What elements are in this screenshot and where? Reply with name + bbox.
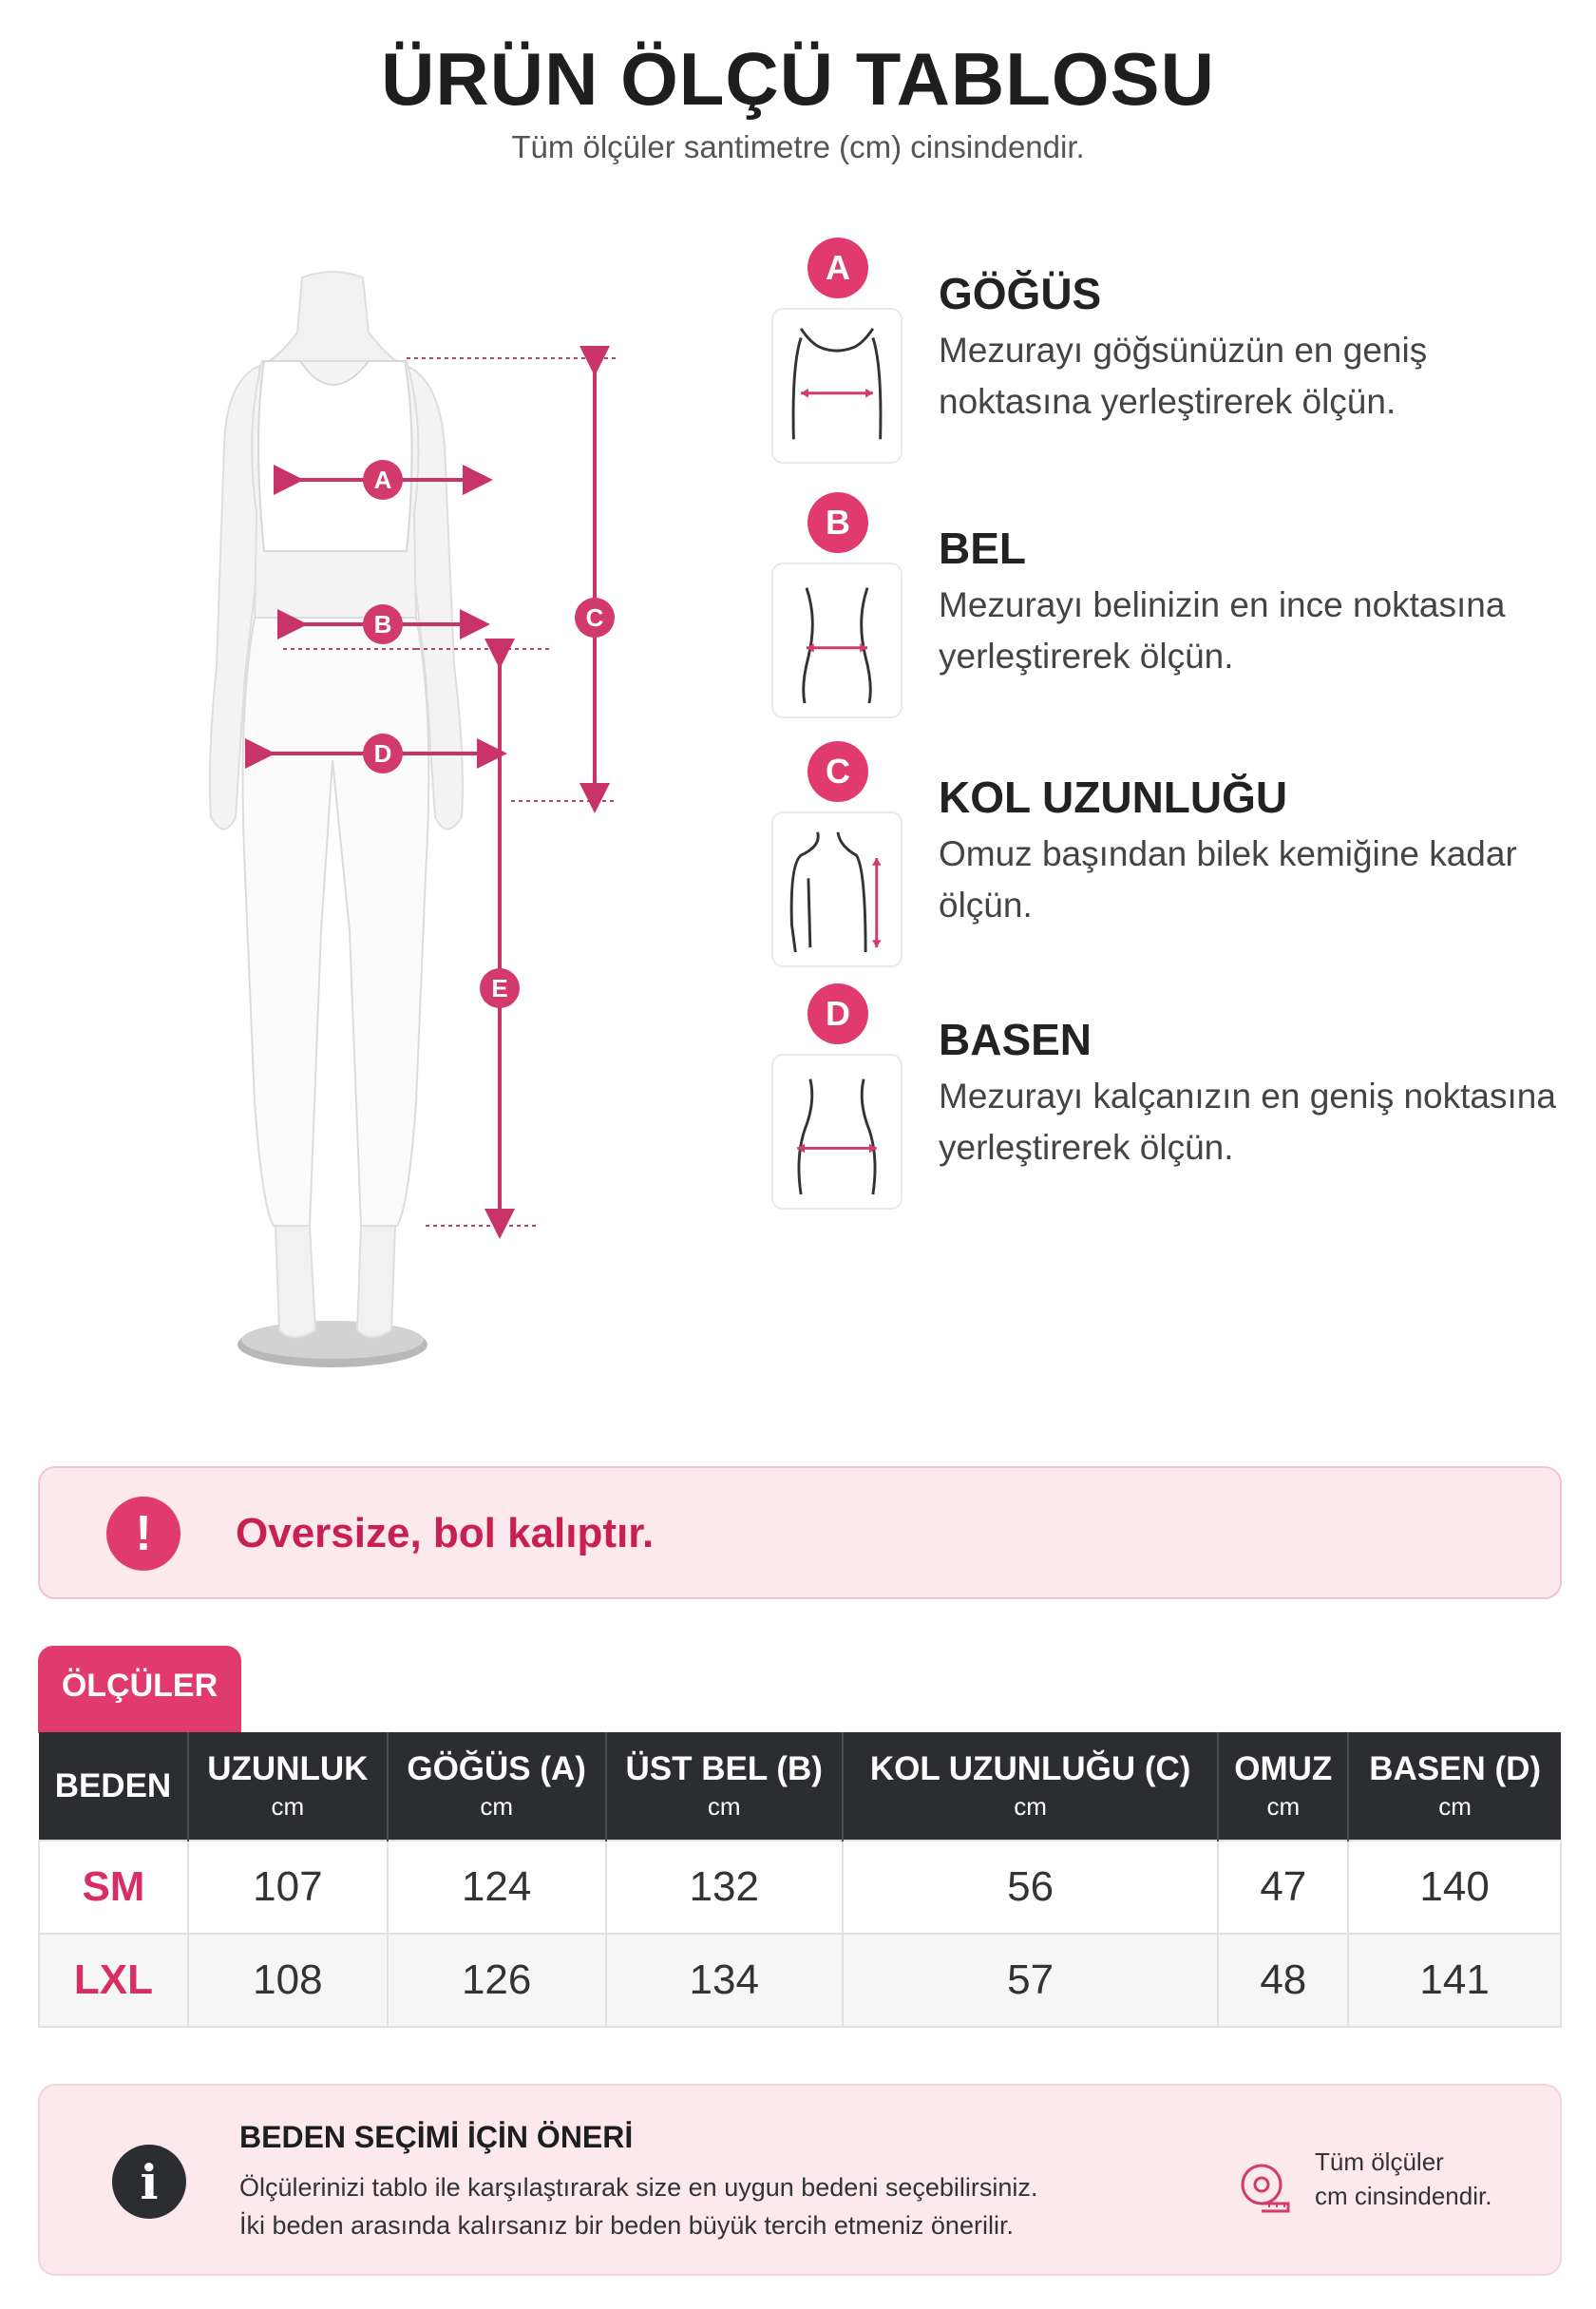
table-header-row xyxy=(39,1732,1561,1841)
table-cell: 47 xyxy=(1218,1841,1348,1934)
table-cell: 108 xyxy=(188,1934,388,2027)
table-row xyxy=(39,1841,1561,1934)
fit-note-text: Oversize, bol kalıptır. xyxy=(236,1510,655,1556)
svg-text:D: D xyxy=(373,739,392,768)
unit-note: Tüm ölçüler cm cinsindendir. xyxy=(1315,2147,1492,2210)
badge-d: D xyxy=(808,983,868,1044)
fit-note-banner xyxy=(38,1466,1562,1599)
badge-c: C xyxy=(808,741,868,802)
guide-description: Mezurayı kalçanızın en geniş noktasına yerleştirerek ölçün. xyxy=(939,1077,1556,1167)
arm-length-icon xyxy=(771,811,902,967)
column-header: BEDEN xyxy=(39,1732,188,1841)
page-subtitle: Tüm ölçüler santimetre (cm) cinsindendir. xyxy=(511,129,1085,164)
measurements-tab: ÖLÇÜLER xyxy=(38,1646,241,1733)
guide-description: Mezurayı göğsünüzün en geniş noktasına yerleştirerek ölçün. xyxy=(939,331,1428,421)
guide-title: GÖĞÜS xyxy=(939,269,1102,318)
info-icon: i xyxy=(112,2145,186,2219)
column-header: OMUZ cm xyxy=(1218,1732,1348,1841)
table-cell: 56 xyxy=(843,1841,1218,1934)
svg-text:E: E xyxy=(491,974,508,1002)
table-cell: 48 xyxy=(1218,1934,1348,2027)
guide-description: Mezurayı belinizin en ince noktasına yerleştirerek ölçün. xyxy=(939,585,1506,676)
badge-a: A xyxy=(808,238,868,298)
table-cell: 57 xyxy=(843,1934,1218,2027)
recommendation-line: Ölçülerinizi tablo ile karşılaştırarak size en uygun bedeni seçebilirsiniz. xyxy=(239,2173,1038,2202)
svg-text:C: C xyxy=(585,603,604,632)
column-header: BASEN (D) cm xyxy=(1348,1732,1561,1841)
column-header: GÖĞÜS (A) cm xyxy=(388,1732,606,1841)
chest-measure-icon xyxy=(771,308,902,464)
measuring-tape-icon xyxy=(1237,2160,1294,2217)
guide-title: BASEN xyxy=(939,1015,1092,1064)
waist-measure-icon xyxy=(771,563,902,718)
page-title: ÜRÜN ÖLÇÜ TABLOSU xyxy=(381,37,1215,121)
table-cell: 107 xyxy=(188,1841,388,1934)
table-cell: 132 xyxy=(606,1841,843,1934)
recommendation-line: İki beden arasında kalırsanız bir beden büyük tercih etmeniz önerilir. xyxy=(239,2211,1014,2240)
column-header: KOL UZUNLUĞU (C) cm xyxy=(843,1732,1218,1841)
size-table xyxy=(38,1732,1562,2028)
size-cell: SM xyxy=(39,1841,188,1934)
table-cell: 124 xyxy=(388,1841,606,1934)
guide-chest xyxy=(770,238,1577,466)
column-header: ÜST BEL (B) cm xyxy=(606,1732,843,1841)
table-cell: 134 xyxy=(606,1934,843,2027)
guide-description: Omuz başından bilek kemiğine kadar ölçün. xyxy=(939,834,1517,925)
guide-waist xyxy=(770,492,1577,720)
table-cell: 141 xyxy=(1348,1934,1561,2027)
exclamation-icon: ! xyxy=(106,1497,180,1571)
hip-measure-icon xyxy=(771,1054,902,1210)
guide-title: BEL xyxy=(939,524,1026,573)
badge-b: B xyxy=(808,492,868,553)
mannequin-illustration xyxy=(112,266,649,1392)
mannequin-figure xyxy=(112,266,649,1392)
recommendation-title: BEDEN SEÇİMİ İÇİN ÖNERİ xyxy=(239,2120,634,2154)
guide-title: KOL UZUNLUĞU xyxy=(939,773,1288,822)
table-row xyxy=(39,1934,1561,2027)
table-cell: 140 xyxy=(1348,1841,1561,1934)
table-cell: 126 xyxy=(388,1934,606,2027)
column-header: UZUNLUK cm xyxy=(188,1732,388,1841)
svg-text:B: B xyxy=(373,610,392,639)
guide-hip xyxy=(770,983,1577,1212)
guide-arm-length xyxy=(770,741,1577,969)
svg-text:A: A xyxy=(373,466,392,494)
size-cell: LXL xyxy=(39,1934,188,2027)
size-recommendation-box xyxy=(38,2084,1562,2276)
